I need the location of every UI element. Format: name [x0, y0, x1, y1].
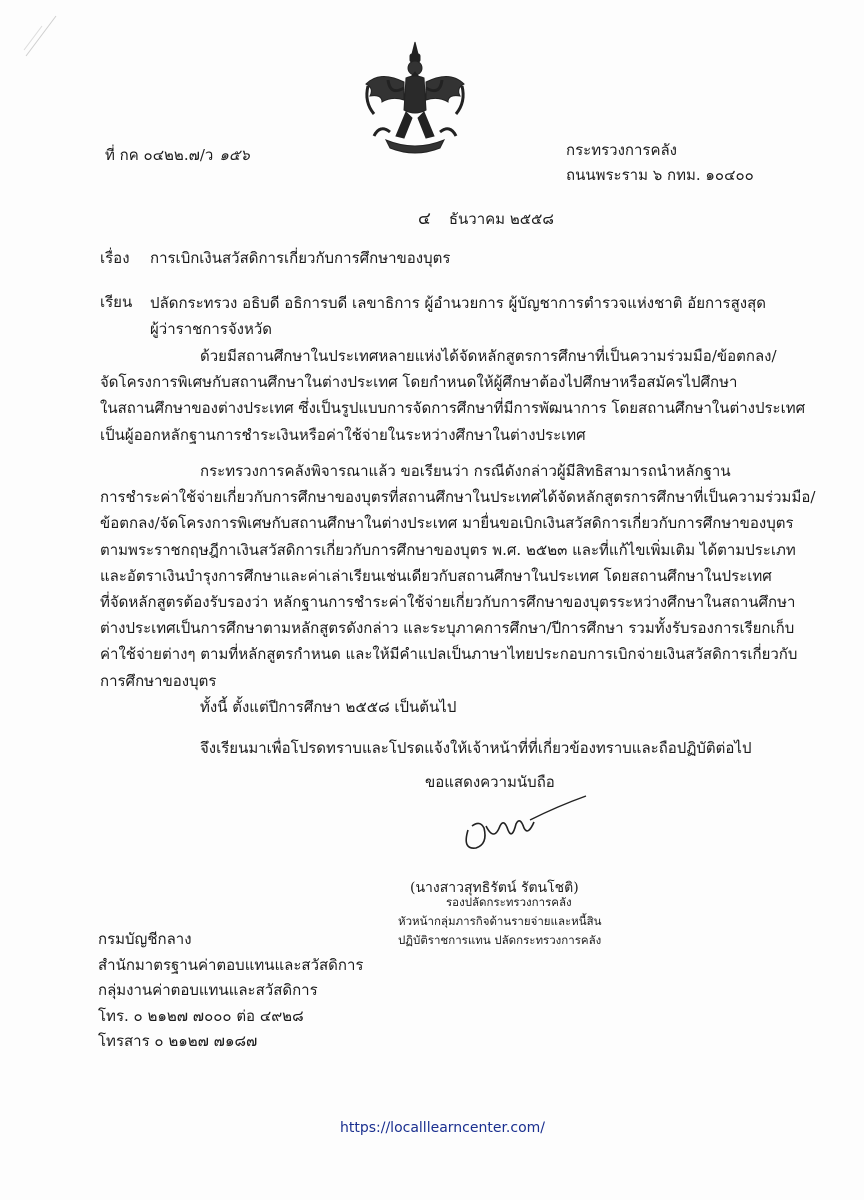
paragraph-line: ข้อตกลง/จัดโครงการพิเศษกับสถานศึกษาในต่างประเทศ มายื่นขอเบิกเงินสวัสดิการเกี่ยวกับการศึกษาของบุตร — [100, 514, 794, 533]
department-contact — [98, 927, 363, 1055]
signer-position: ปฏิบัติราชการแทน ปลัดกระทรวงการคลัง — [398, 933, 602, 947]
paragraph-line: และอัตราเงินบำรุงการศึกษาและค่าเล่าเรียนเช่นเดียวกับสถานศึกษาในประเทศ โดยสถานศึกษาในประเทศ — [100, 566, 772, 585]
paragraph-line: ในสถานศึกษาของต่างประเทศ ซึ่งเป็นรูปแบบการจัดการศึกษาที่มีการพัฒนาการ โดยสถานศึกษาในต่างประเทศ — [100, 399, 806, 418]
department-phone: โทร. ๐ ๒๑๒๗ ๗๐๐๐ ต่อ ๔๙๒๘ — [98, 1006, 304, 1025]
department-line: กรมบัญชีกลาง — [98, 930, 192, 948]
scan-mark-icon — [22, 10, 62, 60]
paragraph-line: ตามพระราชกฤษฎีกาเงินสวัสดิการเกี่ยวกับการศึกษาของบุตร พ.ศ. ๒๕๒๓ และที่แก้ไขเพิ่มเติม ได้ตามประเภท — [100, 540, 796, 559]
paragraph-line: เป็นผู้ออกหลักฐานการชำระเงินหรือค่าใช้จ่ายในระหว่างศึกษาในต่างประเทศ — [100, 425, 586, 444]
closing-salutation: ขอแสดงความนับถือ — [425, 773, 555, 791]
paragraph-line: ต่างประเทศเป็นการศึกษาตามหลักสูตรดังกล่าว และระบุภาคการศึกษา/ปีการศึกษา รวมทั้งรับรองการเรียกเก็บ — [100, 619, 795, 638]
paragraph-line: ด้วยมีสถานศึกษาในประเทศหลายแห่งได้จัดหลักสูตรการศึกษาที่เป็นความร่วมมือ/ข้อตกลง/ — [200, 347, 777, 365]
signature-icon — [458, 790, 588, 860]
paragraph-1 — [100, 343, 806, 448]
reference-number-printed: ที่ กค ๐๔๒๒.๗/ว — [105, 146, 214, 164]
paragraph-4: จึงเรียนมาเพื่อโปรดทราบและโปรดแจ้งให้เจ้าหน้าที่ที่เกี่ยวข้องทราบและถือปฏิบัติต่อไป — [200, 739, 752, 757]
department-line: กลุ่มงานค่าตอบแทนและสวัสดิการ — [98, 981, 318, 1000]
paragraph-3: ทั้งนี้ ตั้งแต่ปีการศึกษา ๒๕๕๘ เป็นต้นไป — [200, 698, 457, 716]
reference-number — [105, 143, 250, 167]
paragraph-line: ค่าใช้จ่ายต่างๆ ตามที่หลักสูตรกำหนด และให้มีคำแปลเป็นภาษาไทยประกอบการเบิกจ่ายเงินสวัสดิการเกี่ยวกับ — [100, 645, 798, 664]
ministry-address — [566, 138, 754, 188]
paragraph-line: จัดโครงการพิเศษกับสถานศึกษาในต่างประเทศ โดยกำหนดให้ผู้ศึกษาต้องไปศึกษาหรือสมัครไปศึกษา — [100, 373, 738, 392]
addressee-text: ปลัดกระทรวง อธิบดี อธิการบดี เลขาธิการ ผู้อำนวยการ ผู้บัญชาการตำรวจแห่งชาติ อัยการสูงสุด ผู้ว่าราชการจังหวัด — [150, 294, 766, 338]
subject-label: เรื่อง — [100, 249, 130, 267]
reference-number-handwritten: ๑๕๖ — [219, 146, 250, 164]
department-line: สำนักมาตรฐานค่าตอบแทนและสวัสดิการ — [98, 955, 364, 974]
subject-text: การเบิกเงินสวัสดิการเกี่ยวกับการศึกษาของบุตร — [150, 249, 451, 267]
paragraph-2 — [100, 458, 816, 694]
paragraph-line: กระทรวงการคลังพิจารณาแล้ว ขอเรียนว่า กรณีดังกล่าวผู้มีสิทธิสามารถนำหลักฐาน — [200, 462, 731, 480]
garuda-emblem-icon — [360, 40, 470, 160]
ministry-line: ถนนพระราม ๖ กทม. ๑๐๔๐๐ — [566, 166, 754, 184]
addressee-label: เรียน — [100, 293, 133, 311]
letter-date — [418, 205, 554, 232]
signer-position: รองปลัดกระทรวงการคลัง — [446, 895, 572, 909]
signer-position: หัวหน้ากลุ่มภารกิจด้านรายจ่ายและหนี้สิน — [398, 914, 602, 928]
signer-name: (นางสาวสุทธิรัตน์ รัตนโชติ) — [410, 880, 579, 896]
ministry-line: กระทรวงการคลัง — [566, 141, 677, 159]
footer-url-link[interactable]: https://localllearncenter.com/ — [340, 1120, 545, 1136]
paragraph-line: การศึกษาของบุตร — [100, 671, 217, 690]
paragraph-line: การชำระค่าใช้จ่ายเกี่ยวกับการศึกษาของบุตรที่สถานศึกษาในประเทศได้จัดหลักสูตรการศึกษาที่เป็นความร่วมมือ/ — [100, 488, 816, 507]
paragraph-line: ที่จัดหลักสูตรต้องรับรองว่า หลักฐานการชำระค่าใช้จ่ายเกี่ยวกับการศึกษาของบุตรระหว่างศึกษาในสถานศึกษา — [100, 593, 796, 612]
date-day: ๔ — [418, 209, 431, 229]
date-month-year: ธันวาคม ๒๕๕๘ — [448, 210, 554, 228]
department-fax: โทรสาร ๐ ๒๑๒๗ ๗๑๘๗ — [98, 1032, 258, 1051]
